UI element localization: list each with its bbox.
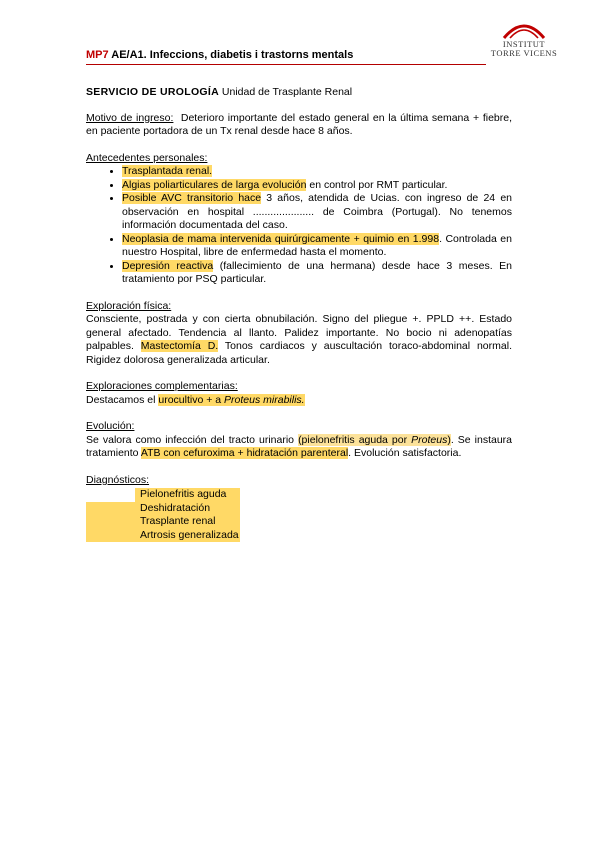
list-item (122, 179, 512, 193)
service-name: SERVICIO DE UROLOGÍA (86, 86, 219, 98)
service-unit: Unidad de Trasplante Renal (221, 86, 353, 98)
species-name: Proteus (411, 433, 448, 446)
highlight-text: Mastectomía D. (140, 340, 219, 352)
institute-logo (488, 20, 560, 64)
table-row (86, 488, 240, 502)
logo-line-1: INSTITUT (502, 39, 546, 49)
complementarias-text (86, 394, 512, 408)
highlight-text: Algias poliarticulares de larga evolución (122, 178, 307, 191)
highlight-part: urocultivo + a (158, 393, 225, 406)
item-text: . Controlada en nuestro Hospital, libre de enfermedad hasta el momento. (122, 232, 512, 258)
exploracion-section (86, 300, 512, 368)
diagnosticos-section (86, 474, 512, 543)
highlight-text: Posible AVC transitorio hace (122, 192, 262, 204)
table-cell (86, 529, 135, 543)
diagnosticos-table (86, 488, 240, 542)
header-rule (86, 64, 486, 65)
table-row (86, 529, 240, 543)
highlight-text: ATB con cefuroxima + hidratación parenteral (140, 447, 349, 459)
table-row (86, 502, 240, 516)
highlight-text: Trasplantada renal. (122, 165, 213, 177)
clinical-report (86, 86, 512, 542)
highlight-text (158, 394, 304, 406)
evolucion-pre: Se valora como infección del tracto urinario (86, 433, 299, 446)
evolucion-mid: . Se instaura tratamiento (86, 433, 513, 459)
table-cell (86, 488, 135, 502)
highlight-text: Neoplasia de mama intervenida quirúrgicamente + quimio en 1.998 (122, 232, 440, 245)
evolucion-section (86, 420, 512, 461)
antecedentes-label: Antecedentes personales: (86, 151, 208, 164)
motivo-section (86, 112, 512, 139)
diagnosticos-label: Diagnósticos: (86, 473, 150, 486)
exploracion-text-2: Tonos cardiacos y auscultación toraco-abdominal normal. Rigidez dolorosa generalizada articular. (86, 340, 512, 366)
highlight-text (298, 434, 451, 446)
activity-title: AE/A1. Infeccions, diabetis i trastorns mentals (111, 49, 354, 61)
evolucion-label: Evolución: (86, 420, 135, 432)
antecedentes-list (86, 165, 512, 287)
table-cell: Deshidratación (135, 502, 240, 516)
item-text: 3 años, atendida de Ucias. con ingreso de 24 en observación en hospital ..................... de Coimbra (Portugal). No tenemos información documentada del caso. (122, 192, 512, 231)
exploracion-text (86, 313, 512, 367)
logo-line-2: TORRE VICENS (490, 48, 558, 58)
highlight-text: Depresión reactiva (122, 259, 214, 272)
list-item (122, 165, 512, 179)
table-cell (86, 502, 135, 516)
item-text: en control por RMT particular. (306, 178, 448, 191)
exploracion-label: Exploración física: (86, 299, 172, 312)
antecedentes-section (86, 152, 512, 287)
service-heading (86, 86, 512, 100)
header-title (86, 49, 353, 61)
complementarias-section (86, 380, 512, 407)
table-cell: Artrosis generalizada (135, 529, 240, 543)
highlight-part: ) (447, 433, 451, 446)
evolucion-post: . Evolución satisfactoria. (348, 447, 462, 459)
module-code: MP7 (86, 49, 109, 61)
species-name: Proteus mirabilis. (224, 393, 305, 406)
list-item (122, 192, 512, 233)
list-item (122, 233, 512, 260)
motivo-label: Motivo de ingreso: (86, 111, 174, 124)
motivo-text: Deterioro importante del estado general en la última semana + fiebre, en paciente portadora de un Tx renal desde hace 8 años. (86, 111, 513, 137)
item-text: (fallecimiento de una hermana) desde hace 3 meses. En tratamiento por PSQ particular. (122, 259, 513, 285)
complementarias-pre: Destacamos el (86, 393, 159, 406)
complementarias-label: Exploraciones complementarias: (86, 380, 238, 392)
exploracion-text-1: Consciente, postrada y con cierta obnubilación. Signo del pliegue +. PPLD ++. Estado general afectado. Tendencia al llanto. Palidez importante. No bocio ni adenopatías palpables. (86, 313, 512, 352)
table-cell: Trasplante renal (135, 515, 240, 529)
highlight-part: (pielonefritis aguda por (298, 433, 412, 446)
logo-arc-icon (498, 20, 550, 40)
table-cell (86, 515, 135, 529)
table-row (86, 515, 240, 529)
evolucion-text (86, 434, 512, 461)
list-item (122, 260, 512, 287)
table-cell: Pielonefritis aguda (135, 488, 240, 502)
